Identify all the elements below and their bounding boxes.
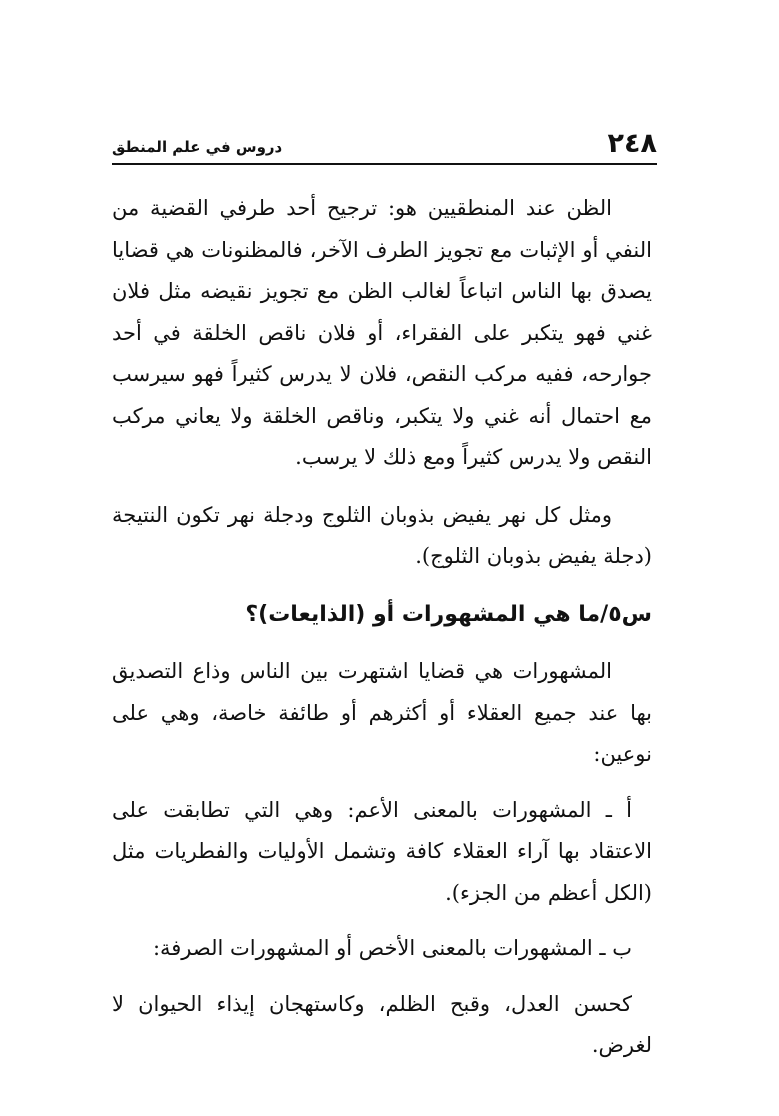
section-heading-question-5: س٥/ما هي المشهورات أو (الذايعات)؟ bbox=[245, 601, 652, 627]
paragraph-river-example: ومثل كل نهر يفيض بذوبان الثلوج ودجلة نهر تكون النتيجة (دجلة يفيض بذوبان الثلوج). bbox=[112, 502, 652, 568]
page-body bbox=[112, 188, 652, 1067]
page-header bbox=[112, 128, 657, 162]
page-number: ٢٤٨ bbox=[607, 128, 657, 159]
paragraph-type-b: ب ـ المشهورات بالمعنى الأخص أو المشهورات الصرفة: bbox=[152, 936, 632, 960]
running-title: دروس في علم المنطق bbox=[112, 138, 283, 156]
header-divider bbox=[112, 163, 657, 165]
paragraph-zann-definition: الظن عند المنطقيين هو: ترجيح أحد طرفي القضية من النفي أو الإثبات مع تجويز الطرف الآخر، فالمظنونات هي قضايا يصدق بها الناس اتباعاً لغالب الظن مع تجويز نقيضه مثل فلان غني فهو يتكبر على الفقراء، أو فلان ناقص الخلقة في أحد جوارحه، ففيه مركب النقص، فلان لا يدرس كثيراً فهو سيرسب مع احتمال أنه غني ولا يتكبر، وناقص الخلقة ولا يعاني مركب النقص ولا يدرس كثيراً ومع ذلك لا يرسب. bbox=[112, 196, 652, 469]
paragraph-type-b-examples: كحسن العدل، وقبح الظلم، وكاستهجان إيذاء الحيوان لا لغرض. bbox=[112, 991, 652, 1057]
paragraph-mashhurat-definition: المشهورات هي قضايا اشتهرت بين الناس وذاع التصديق بها عند جميع العقلاء أو أكثرهم أو طائفة خاصة، وهي على نوعين: bbox=[112, 659, 652, 766]
paragraph-type-a: أ ـ المشهورات بالمعنى الأعم: وهي التي تطابقت على الاعتقاد بها آراء العقلاء كافة وتشمل الأوليات والفطريات مثل (الكل أعظم من الجزء). bbox=[112, 797, 652, 905]
